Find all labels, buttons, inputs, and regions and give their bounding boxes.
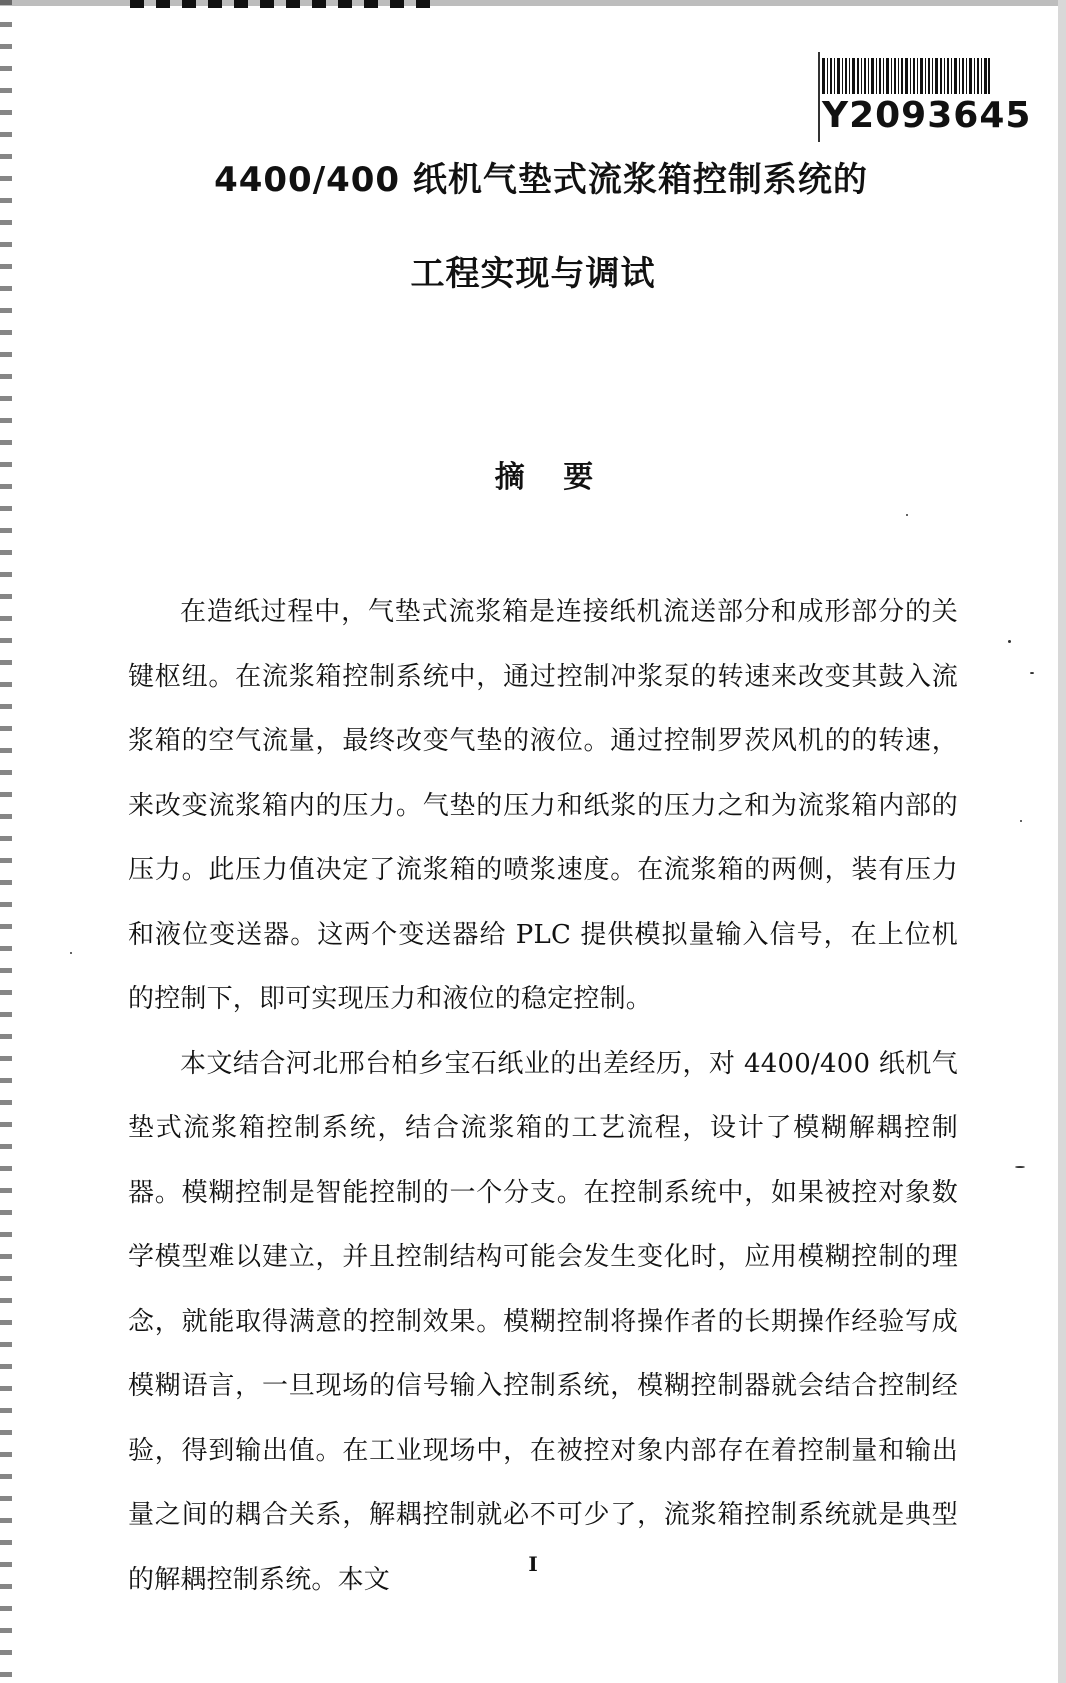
- abstract-body: [128, 580, 958, 1612]
- thesis-title-line-1: 4400/400 纸机气垫式流浆箱控制系统的: [214, 160, 868, 200]
- abstract-paragraph-1: 在造纸过程中，气垫式流浆箱是连接纸机流送部分和成形部分的关键枢纽。在流浆箱控制系统中，通过控制冲浆泵的转速来改变其鼓入流浆箱的空气流量，最终改变气垫的液位。通过控制罗茨风机的的转速，来改变流浆箱内的压力。气垫的压力和纸浆的压力之和为流浆箱内部的压力。此压力值决定了流浆箱的喷浆速度。在流浆箱的两侧，装有压力和液位变送器。这两个变送器给 PLC 提供模拟量输入信号，在上位机的控制下，即可实现压力和液位的稳定控制。: [128, 597, 958, 1014]
- barcode-number: Y2093645: [822, 95, 1032, 136]
- abstract-heading: 摘 要: [494, 460, 608, 495]
- scan-marks-top: [130, 0, 430, 8]
- page-number: I: [528, 1552, 538, 1576]
- thesis-title-line-2: 工程实现与调试: [410, 254, 656, 294]
- barcode-image: [822, 58, 990, 94]
- abstract-paragraph-2: 本文结合河北邢台柏乡宝石纸业的出差经历，对 4400/400 纸机气垫式流浆箱控制系统，结合流浆箱的工艺流程，设计了模糊解耦控制器。模糊控制是智能控制的一个分支。在控制系统中，如果被控对象数学模型难以建立，并且控制结构可能会发生变化时，应用模糊控制的理念，就能取得满意的控制效果。模糊控制将操作者的长期操作经验写成模糊语言，一旦现场的信号输入控制系统，模糊控制器就会结合控制经验，得到输出值。在工业现场中，在被控对象内部存在着控制量和输出量之间的耦合关系，解耦控制就必不可少了，流浆箱控制系统就是典型的解耦控制系统。本文: [128, 1048, 958, 1595]
